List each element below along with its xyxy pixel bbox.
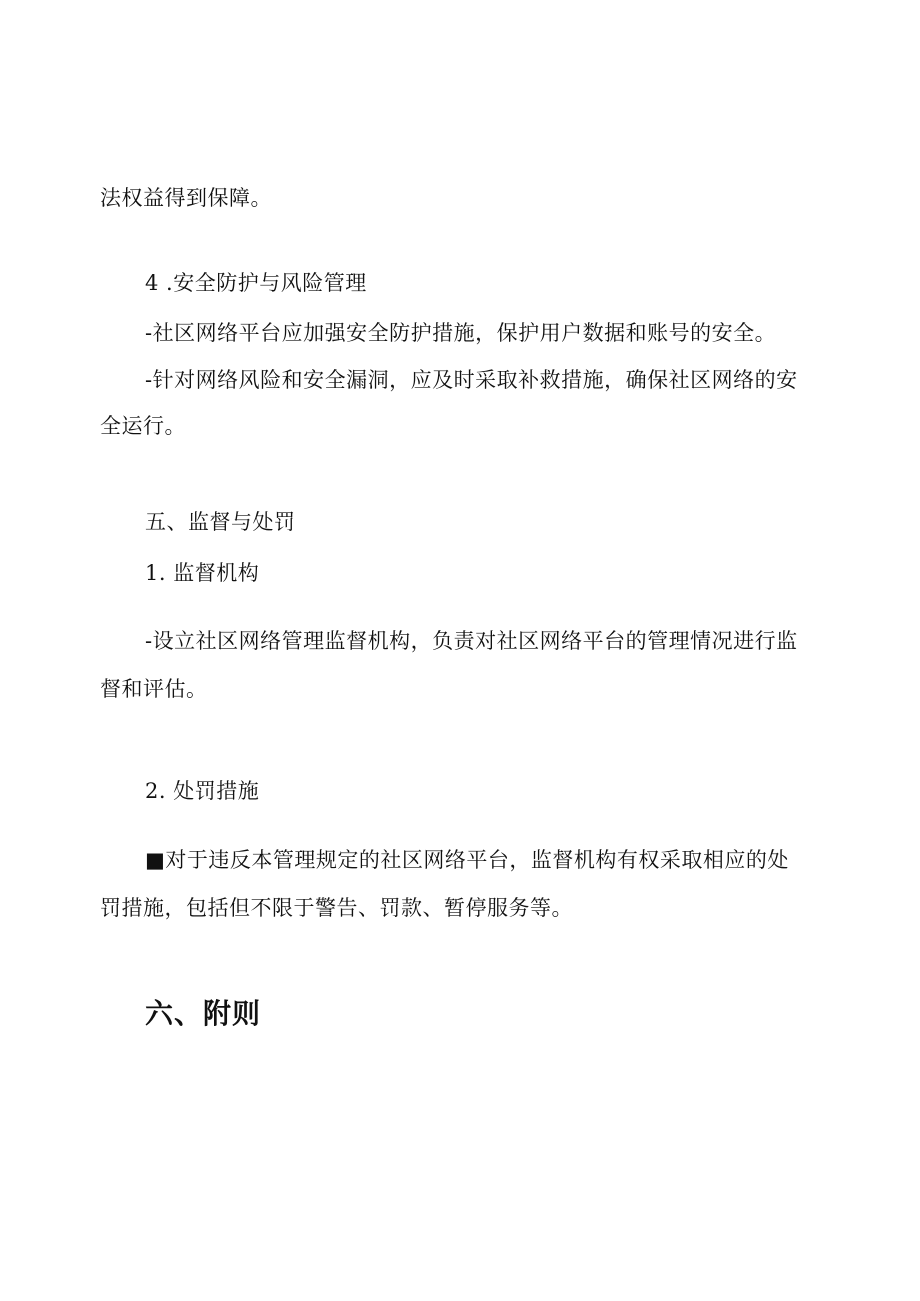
chapter-5-sub-2-line-1: ■对于违反本管理规定的社区网络平台，监督机构有权采取相应的处: [145, 848, 789, 872]
section-4-bullet-2-line-2: 全运行。: [100, 414, 186, 438]
section-4-heading: 4 .安全防护与风险管理: [145, 271, 367, 295]
chapter-5-sub-2-line-2: 罚措施，包括但不限于警告、罚款、暂停服务等。: [100, 896, 573, 920]
section-4-bullet-1: -社区网络平台应加强安全防护措施，保护用户数据和账号的安全。: [145, 321, 777, 345]
chapter-5-sub-1-line-2: 督和评估。: [100, 677, 208, 701]
chapter-5-title: 五、监督与处罚: [145, 510, 296, 534]
continuation-text: 法权益得到保障。: [100, 186, 272, 210]
section-4-bullet-2-line-1: -针对网络风险和安全漏洞，应及时采取补救措施，确保社区网络的安: [145, 368, 798, 392]
chapter-5-sub-1-heading: 1. 监督机构: [145, 561, 260, 585]
chapter-5-sub-1-line-1: -设立社区网络管理监督机构，负责对社区网络平台的管理情况进行监: [145, 629, 798, 653]
chapter-5-sub-2-heading: 2. 处罚措施: [145, 779, 260, 803]
chapter-6-title: 六、附则: [145, 997, 262, 1030]
